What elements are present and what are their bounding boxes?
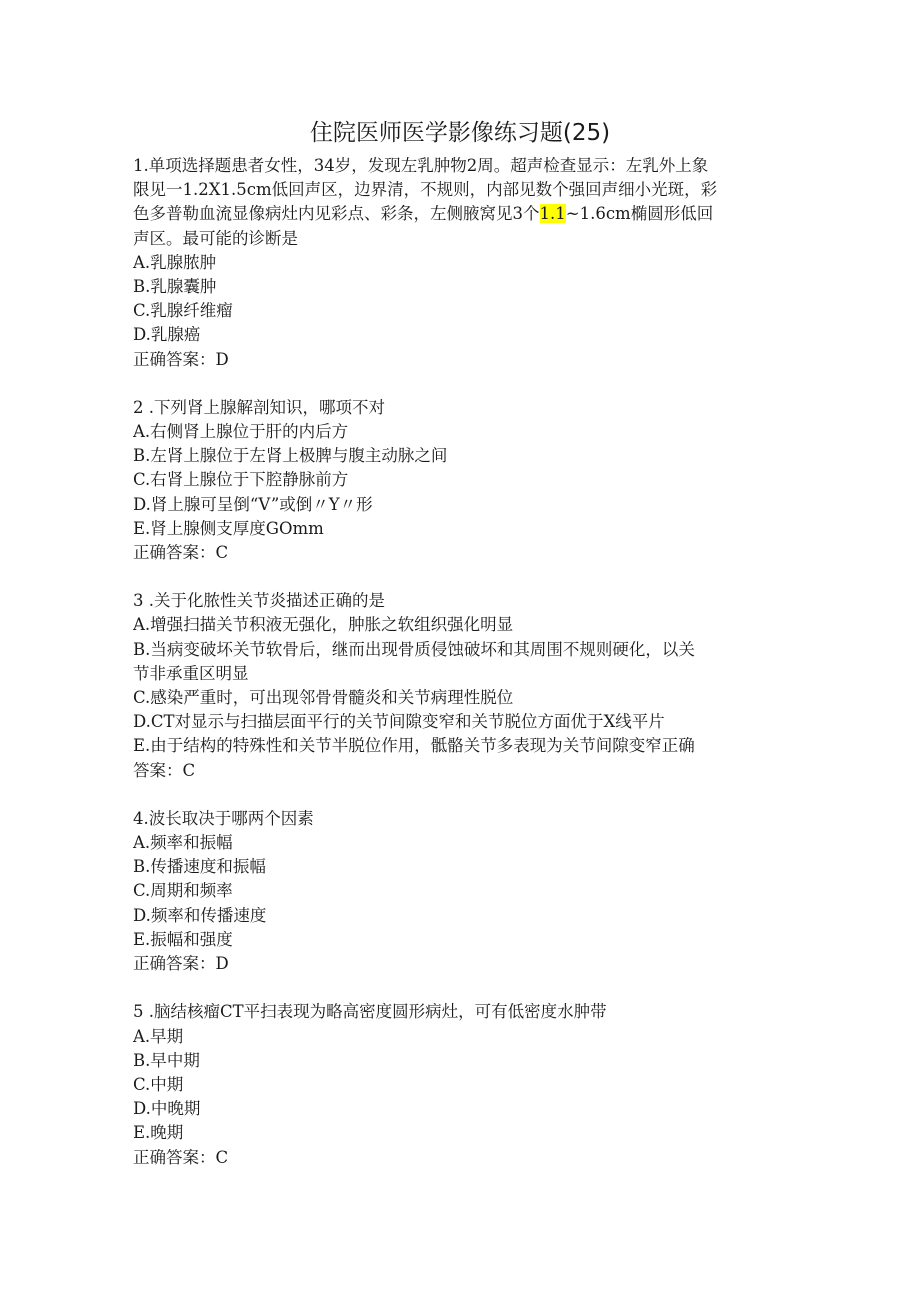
question-4-stem: 4.波长取决于哪两个因素 [133, 808, 314, 828]
question-4-option-a: A.频率和振幅 [133, 833, 233, 853]
question-2-stem: 2 .下列肾上腺解剖知识，哪项不对 [133, 397, 385, 417]
highlighted-text: 1.1 [539, 204, 566, 224]
question-1 [133, 154, 773, 372]
question-3-option-b: B.当病变破坏关节软骨后，继而出现骨质侵蚀破坏和其周围不规则硬化，以关 [133, 639, 695, 659]
question-1-stem-line-3 [133, 202, 773, 226]
question-3-option-d: D.CT对显示与扫描层面平行的关节间隙变窄和关节脱位方面优于X线平片 [133, 712, 665, 732]
question-1-option-a: A.乳腺脓肿 [133, 252, 217, 272]
question-3-option-a: A.增强扫描关节积液无强化，肿胀之软组织强化明显 [133, 615, 514, 635]
question-2-option-d: D.肾上腺可呈倒“V”或倒〃Y〃形 [133, 494, 373, 514]
question-5-answer: 正确答案：C [133, 1147, 229, 1167]
question-3-stem: 3 .关于化脓性关节炎描述正确的是 [133, 591, 385, 611]
question-3-answer: 答案：C [133, 760, 196, 780]
question-5-option-b: B.早中期 [133, 1050, 200, 1070]
question-2-answer: 正确答案：C [133, 543, 229, 563]
question-4-answer: 正确答案：D [133, 954, 229, 974]
question-2-option-b: B.左肾上腺位于左肾上极脾与腹主动脉之间 [133, 446, 448, 466]
question-5-option-c: C.中期 [133, 1074, 184, 1094]
question-3-option-c: C.感染严重时，可出现邻骨骨髓炎和关节病理性脱位 [133, 688, 514, 708]
question-3-option-b-cont: 节非承重区明显 [133, 663, 249, 683]
question-4 [133, 807, 773, 976]
document-title: 住院医师医学影像练习题(25) [309, 120, 611, 146]
question-2-option-a: A.右侧肾上腺位于肝的内后方 [133, 422, 349, 442]
question-4-option-c: C.周期和频率 [133, 881, 233, 901]
question-1-stem-line-3-text: 色多普勒血流显像病灶内见彩点、彩条，左侧腋窝见3个 [133, 204, 540, 224]
question-1-stem-line-1: 1.单项选择题患者女性，34岁，发现左乳肿物2周。超声检查显示：左乳外上象 [133, 156, 709, 175]
question-5 [133, 1000, 773, 1169]
question-1-answer: 正确答案：D [133, 349, 229, 369]
question-1-stem-line-4: 声区。最可能的诊断是 [133, 228, 298, 248]
question-2-option-e: E.肾上腺侧支厚度GOmm [133, 518, 324, 538]
question-5-stem: 5 .脑结核瘤CT平扫表现为略高密度圆形病灶，可有低密度水肿带 [133, 1002, 607, 1022]
question-5-option-e: E.晚期 [133, 1123, 184, 1143]
question-1-option-d: D.乳腺癌 [133, 325, 201, 345]
question-4-option-e: E.振幅和强度 [133, 929, 233, 949]
question-2-option-c: C.右肾上腺位于下腔静脉前方 [133, 470, 349, 490]
question-3-option-e: E.由于结构的特殊性和关节半脱位作用，骶骼关节多表现为关节间隙变窄正确 [133, 736, 695, 756]
question-1-option-c: C.乳腺纤维瘤 [133, 301, 233, 321]
question-2 [133, 396, 773, 565]
question-5-option-d: D.中晚期 [133, 1099, 201, 1119]
question-1-stem-line-3-tail: ~1.6cm椭圆形低回 [565, 204, 714, 224]
question-4-option-d: D.频率和传播速度 [133, 905, 267, 925]
question-1-stem-line-2: 限见一1.2X1.5cm低回声区，边界清，不规则，内部见数个强回声细小光斑，彩 [133, 180, 718, 200]
question-list [133, 154, 773, 1194]
question-1-option-b: B.乳腺囊肿 [133, 277, 217, 297]
question-5-option-a: A.早期 [133, 1026, 184, 1046]
question-4-option-b: B.传播速度和振幅 [133, 857, 266, 877]
question-3 [133, 589, 773, 783]
